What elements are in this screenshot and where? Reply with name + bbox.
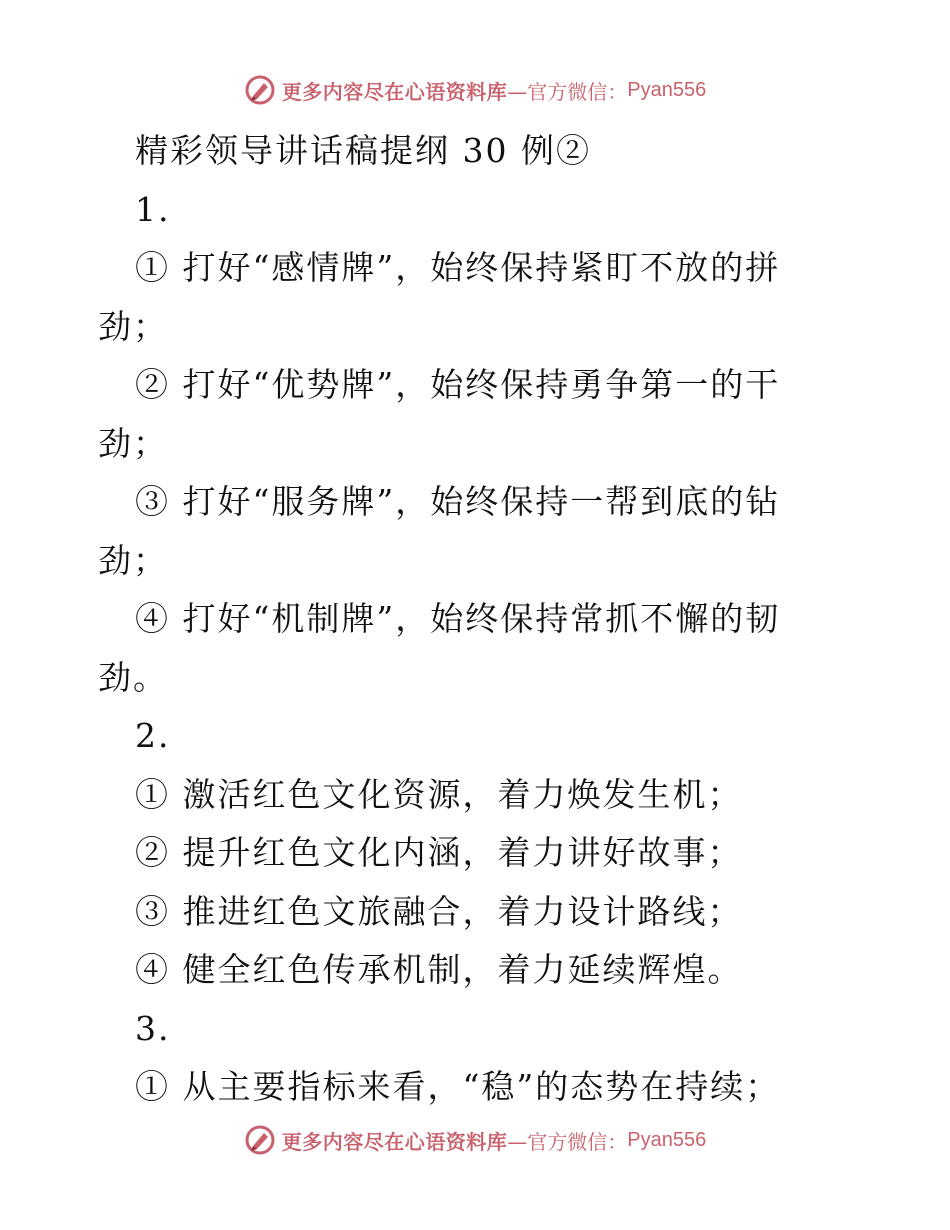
header-banner <box>0 70 950 110</box>
banner-main-text: 更多内容尽在心语资料库 <box>281 1129 508 1154</box>
document-line: ① 激活红色文化资源，着力焕发生机； <box>135 774 743 814</box>
document-line: ① 打好“感情牌”，始终保持紧盯不放的拼 <box>135 248 781 287</box>
document-body <box>98 122 808 1117</box>
document-line: 劲； <box>98 306 168 346</box>
banner-wechat-id: Pyan556 <box>627 1128 707 1151</box>
pen-logo-icon <box>244 1124 276 1156</box>
document-line: 2. <box>135 716 171 755</box>
footer-banner <box>0 1120 950 1160</box>
document-title: 精彩领导讲话稿提纲 30 例② <box>135 131 591 170</box>
document-line: ④ 健全红色传承机制，着力延续辉煌。 <box>135 950 743 989</box>
document-line: 劲； <box>98 423 168 463</box>
banner-separator-text: —官方微信： <box>507 79 628 104</box>
document-line: ① 从主要指标来看，“稳”的态势在持续； <box>135 1067 781 1106</box>
document-line: 1. <box>135 189 171 229</box>
document-line: 劲。 <box>98 657 168 697</box>
document-line: ④ 打好“机制牌”，始终保持常抓不懈的韧 <box>135 599 781 638</box>
document-line: ③ 推进红色文旅融合，着力设计路线； <box>135 891 743 931</box>
document-line: 劲； <box>98 540 168 580</box>
document-line: ② 提升红色文化内涵，着力讲好故事； <box>135 833 743 872</box>
banner-separator-text: —官方微信： <box>507 1129 628 1154</box>
document-line: ② 打好“优势牌”，始终保持勇争第一的干 <box>135 365 781 404</box>
document-lines <box>98 181 808 1117</box>
pen-logo-icon <box>244 74 276 106</box>
document-line: ③ 打好“服务牌”，始终保持一帮到底的钻 <box>135 482 781 521</box>
banner-wechat-id: Pyan556 <box>627 78 707 101</box>
document-line: 3. <box>135 1008 171 1048</box>
banner-main-text: 更多内容尽在心语资料库 <box>281 79 508 104</box>
